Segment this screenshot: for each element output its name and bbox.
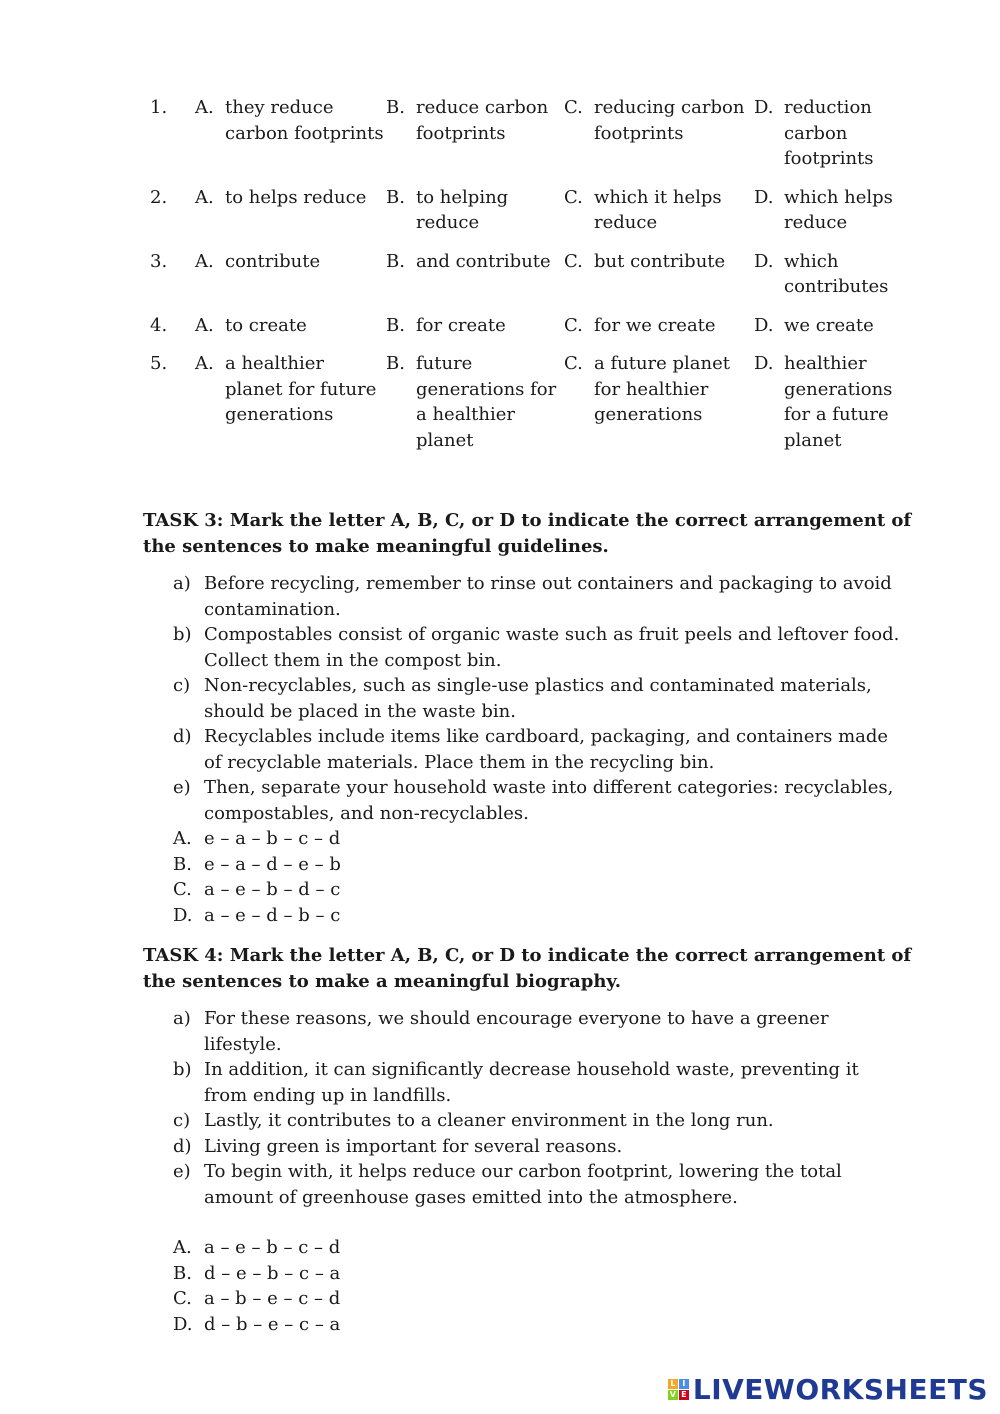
- option-a: [195, 351, 386, 428]
- sentence-item: [173, 1134, 943, 1160]
- answer-letter: D.: [173, 904, 193, 926]
- option-letter: D.: [754, 186, 774, 208]
- sentence-text: In addition, it can significantly decrease household waste, preventing it from ending up in landfills.: [204, 1059, 859, 1106]
- answer-option[interactable]: [173, 877, 943, 903]
- sentence-letter: e): [173, 777, 191, 798]
- sentence-letter: e): [173, 1161, 191, 1182]
- option-d: [754, 351, 920, 453]
- sentence-letter: d): [173, 726, 192, 747]
- answer-option[interactable]: [173, 852, 943, 878]
- answer-letter: B.: [173, 1262, 192, 1284]
- sentence-item: [173, 1159, 943, 1210]
- sentence-item: [173, 622, 943, 673]
- option-text: we create: [784, 314, 874, 336]
- option-text: to create: [225, 314, 307, 336]
- answer-letter: C.: [173, 879, 192, 900]
- sentence-text: Then, separate your household waste into different categories: recyclables, compostables, and non-recyclables.: [204, 777, 894, 824]
- answer-text: a – e – b – d – c: [204, 879, 341, 900]
- sentence-letter: b): [173, 1059, 192, 1080]
- option-letter: A.: [195, 314, 214, 336]
- option-text: to helps reduce: [225, 186, 367, 208]
- option-b: [386, 313, 564, 339]
- sentence-letter: a): [173, 573, 191, 594]
- option-letter: A.: [195, 186, 214, 208]
- option-letter: B.: [386, 250, 405, 272]
- answer-letter: A.: [173, 828, 192, 849]
- question-row: [150, 95, 940, 172]
- logo-mark-letter: L: [668, 1379, 678, 1389]
- option-letter: C.: [564, 353, 583, 374]
- option-d: [754, 313, 920, 339]
- answer-option[interactable]: [173, 1312, 943, 1338]
- option-letter: C.: [564, 97, 583, 118]
- option-text: for create: [416, 314, 506, 336]
- option-text: which contributes: [784, 250, 889, 297]
- task-3-title: TASK 3: Mark the letter A, B, C, or D to indicate the correct arrangement of the sentences to make meaningful guidelines.: [143, 510, 912, 557]
- option-text: a healthier planet for future generations: [225, 353, 377, 425]
- sentence-letter: c): [173, 1110, 191, 1131]
- option-b: [386, 249, 564, 275]
- task-4: [143, 943, 943, 1337]
- option-b: [386, 185, 564, 236]
- option-letter: C.: [564, 314, 583, 336]
- option-b: [386, 351, 564, 453]
- sentence-item: [173, 1108, 943, 1134]
- option-text: to helping reduce: [416, 186, 509, 233]
- answer-option[interactable]: [173, 903, 943, 929]
- sentence-letter: a): [173, 1008, 191, 1029]
- question-number: 5.: [150, 353, 168, 374]
- answer-text: d – b – e – c – a: [204, 1313, 341, 1335]
- option-letter: D.: [754, 314, 774, 336]
- sentence-item: [173, 1057, 943, 1108]
- option-a: [195, 185, 386, 211]
- option-text: reduction carbon footprints: [784, 97, 874, 169]
- sentence-text: Lastly, it contributes to a cleaner environment in the long run.: [204, 1110, 774, 1131]
- answer-letter: D.: [173, 1313, 193, 1335]
- option-text: a future planet for healthier generations: [594, 353, 731, 425]
- sentence-text: Living green is important for several reasons.: [204, 1135, 623, 1157]
- answer-text: a – e – b – c – d: [204, 1237, 341, 1258]
- option-text: contribute: [225, 250, 321, 272]
- question-number: 2.: [150, 186, 168, 208]
- answer-text: a – b – e – c – d: [204, 1288, 341, 1309]
- sentence-letter: c): [173, 675, 191, 696]
- option-letter: A.: [195, 97, 214, 118]
- multiple-choice-table: [150, 95, 940, 466]
- option-text: reduce carbon footprints: [416, 97, 549, 144]
- task-4-title: TASK 4: Mark the letter A, B, C, or D to indicate the correct arrangement of the sentences to make a meaningful biography.: [143, 945, 912, 992]
- option-text: which helps reduce: [784, 186, 893, 233]
- answer-text: e – a – d – e – b: [204, 853, 341, 875]
- answer-option[interactable]: [173, 826, 943, 852]
- sentence-text: For these reasons, we should encourage everyone to have a greener lifestyle.: [204, 1008, 829, 1055]
- option-text: and contribute: [416, 250, 551, 272]
- option-letter: D.: [754, 97, 774, 118]
- answer-text: e – a – b – c – d: [204, 828, 341, 849]
- question-number: 4.: [150, 314, 168, 336]
- sentence-item: [173, 724, 943, 775]
- option-letter: A.: [195, 353, 214, 374]
- task-4-sentences: [143, 1006, 943, 1210]
- option-letter: B.: [386, 314, 405, 336]
- sentence-text: To begin with, it helps reduce our carbon footprint, lowering the total amount of greenhouse gases emitted into the atmosphere.: [204, 1161, 842, 1208]
- sentence-text: Compostables consist of organic waste such as fruit peels and leftover food. Collect them in the compost bin.: [204, 624, 900, 671]
- option-letter: B.: [386, 186, 405, 208]
- option-d: [754, 95, 920, 172]
- section-spacer: [143, 1210, 943, 1235]
- task-3: [143, 508, 943, 928]
- question-row: [150, 351, 940, 453]
- answer-text: d – e – b – c – a: [204, 1262, 341, 1284]
- option-c: [564, 249, 754, 275]
- logo-mark-letter: E: [679, 1390, 689, 1400]
- option-a: [195, 95, 386, 146]
- task-4-answers: [143, 1235, 943, 1337]
- option-c: [564, 95, 754, 146]
- option-letter: D.: [754, 250, 774, 272]
- option-letter: C.: [564, 250, 583, 272]
- question-number: 1.: [150, 97, 168, 118]
- option-c: [564, 351, 754, 428]
- option-text: but contribute: [594, 250, 726, 272]
- option-d: [754, 249, 920, 300]
- option-text: reducing carbon footprints: [594, 97, 745, 144]
- task-3-sentences: [143, 571, 943, 826]
- sentence-text: Non-recyclables, such as single-use plastics and contaminated materials, should be placed in the waste bin.: [204, 675, 872, 722]
- sentence-item: [173, 673, 943, 724]
- option-letter: D.: [754, 353, 774, 374]
- sentence-item: [173, 775, 943, 826]
- answer-option[interactable]: [173, 1235, 943, 1261]
- option-a: [195, 313, 386, 339]
- logo-mark-letter: V: [669, 1390, 676, 1399]
- sentence-letter: b): [173, 624, 192, 645]
- question-number: 3.: [150, 250, 168, 272]
- logo-mark-icon: [668, 1379, 689, 1400]
- option-c: [564, 185, 754, 236]
- option-text: future generations for a healthier planet: [416, 353, 557, 451]
- option-text: they reduce carbon footprints: [225, 97, 384, 144]
- answer-letter: B.: [173, 853, 192, 875]
- option-letter: B.: [386, 97, 405, 118]
- option-text: healthier generations for a future planet: [784, 353, 893, 451]
- answer-option[interactable]: [173, 1286, 943, 1312]
- option-b: [386, 95, 564, 146]
- question-row: [150, 185, 940, 236]
- option-letter: C.: [564, 186, 583, 208]
- answer-letter: A.: [173, 1237, 192, 1258]
- option-d: [754, 185, 920, 236]
- logo-mark-letter: I: [679, 1379, 689, 1389]
- question-row: [150, 249, 940, 300]
- sentence-letter: d): [173, 1135, 192, 1157]
- option-c: [564, 313, 754, 339]
- sentence-text: Recyclables include items like cardboard, packaging, and containers made of recyclable materials. Place them in the recycling bin.: [204, 726, 889, 773]
- answer-option[interactable]: [173, 1261, 943, 1287]
- option-a: [195, 249, 386, 275]
- task-3-answers: [143, 826, 943, 928]
- sentence-item: [173, 571, 943, 622]
- sentence-text: Before recycling, remember to rinse out containers and packaging to avoid contamination.: [204, 573, 892, 620]
- question-row: [150, 313, 940, 339]
- liveworksheets-logo: [668, 1373, 988, 1406]
- sentence-item: [173, 1006, 943, 1057]
- option-letter: B.: [386, 353, 405, 374]
- answer-text: a – e – d – b – c: [204, 904, 341, 926]
- option-letter: A.: [195, 250, 214, 272]
- option-text: for we create: [594, 314, 716, 336]
- logo-text: LIVEWORKSHEETS: [692, 1373, 988, 1406]
- answer-letter: C.: [173, 1288, 192, 1309]
- option-text: which it helps reduce: [594, 186, 722, 233]
